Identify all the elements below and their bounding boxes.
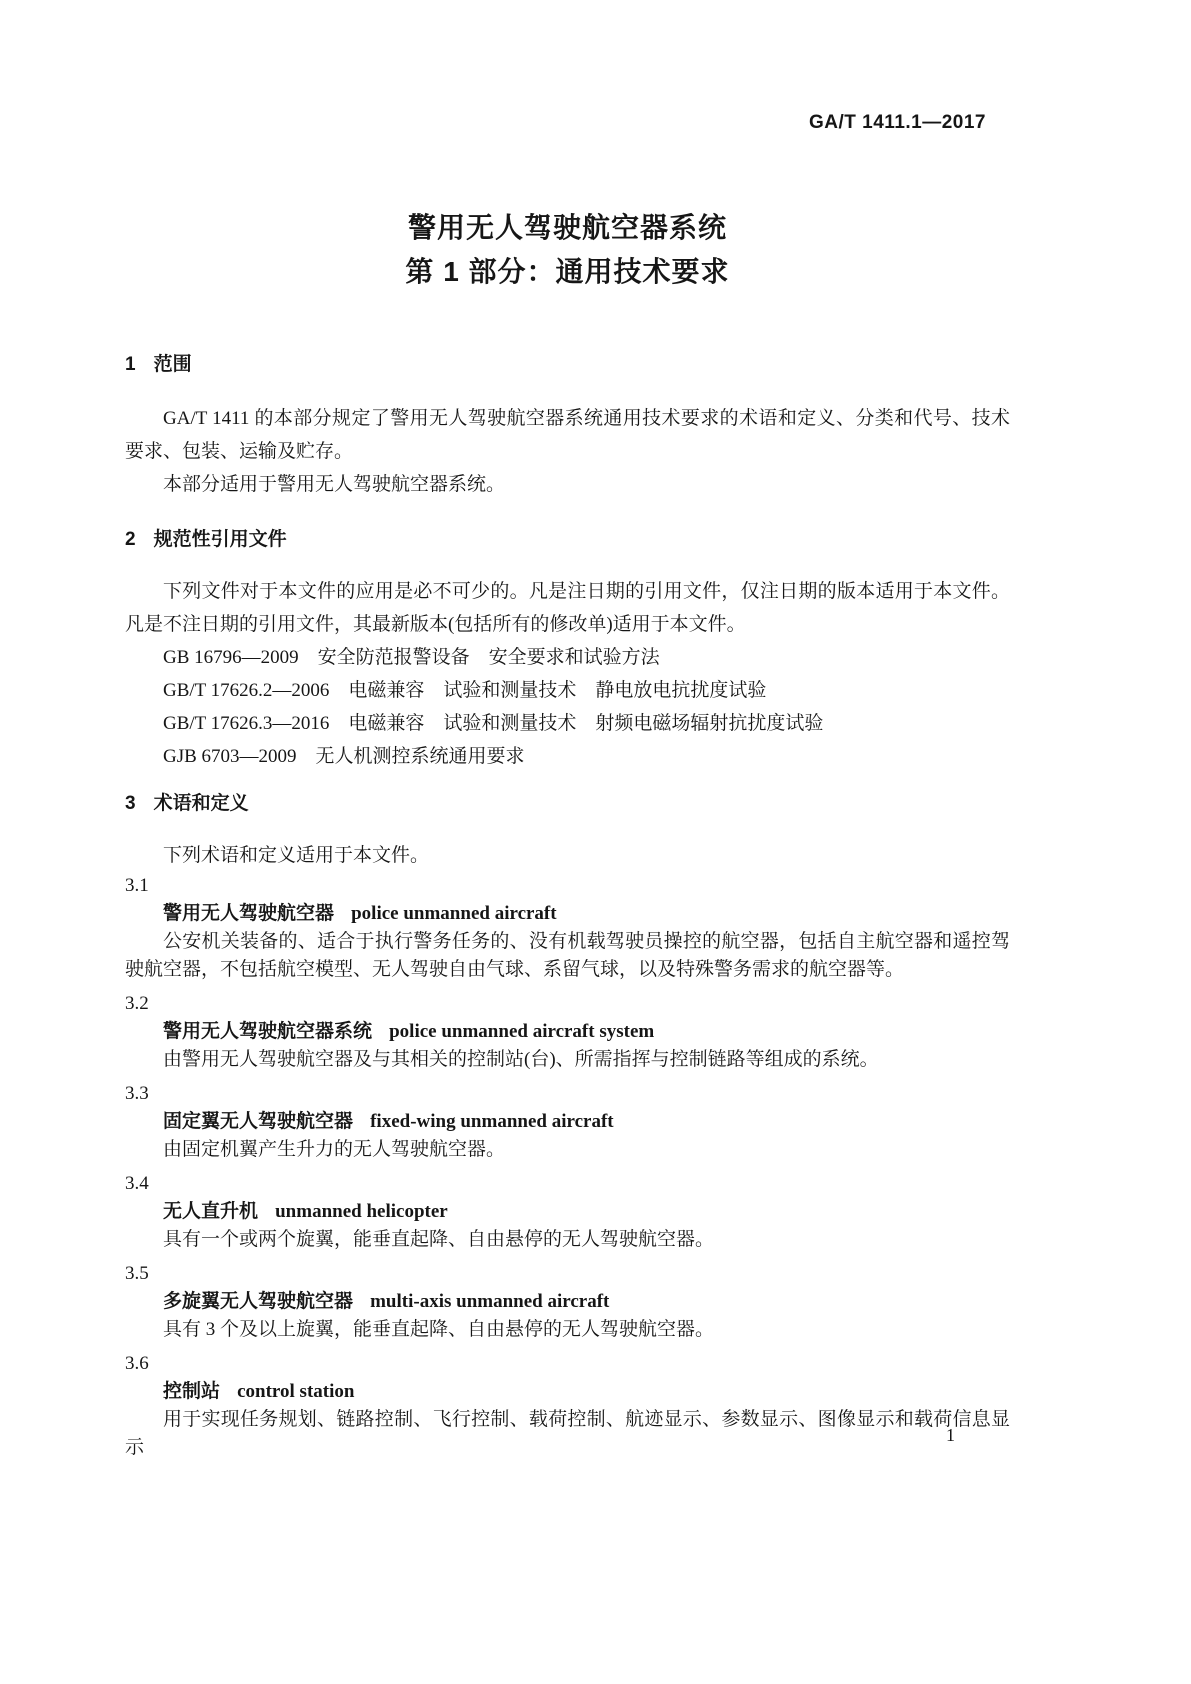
references-intro: 下列文件对于本文件的应用是必不可少的。凡是注日期的引用文件，仅注日期的版本适用于本文件。凡是不注日期的引用文件，其最新版本(包括所有的修改单)适用于本文件。 [125,581,1010,635]
term-item-3-6 [125,1350,1010,1462]
reference-item-3: GB/T 17626.3—2016 电磁兼容 试验和测量技术 射频电磁场辐射抗扰度试验 [163,713,824,734]
term-item-3-2 [125,990,1010,1074]
term-en: fixed-wing unmanned aircraft [370,1111,614,1132]
term-item-3-4 [125,1170,1010,1254]
term-en: control station [237,1381,355,1402]
doc-title-line2: 第 1 部分：通用技术要求 [405,256,730,287]
doc-title-line1: 警用无人驾驶航空器系统 [407,212,727,243]
term-item-3-1 [125,872,1010,984]
section-2-number: 2 [125,529,136,550]
term-zh: 多旋翼无人驾驶航空器 [163,1291,354,1312]
term-en: police unmanned aircraft system [389,1021,655,1042]
term-number: 3.3 [125,1083,149,1104]
terms-list [125,872,1010,1462]
reference-item-1: GB 16796—2009 安全防范报警设备 安全要求和试验方法 [163,647,660,668]
term-zh: 警用无人驾驶航空器系统 [163,1021,373,1042]
term-en: multi-axis unmanned aircraft [370,1291,610,1312]
section-1-heading [125,352,1010,378]
terms-intro: 下列术语和定义适用于本文件。 [163,845,430,866]
term-definition: 具有一个或两个旋翼，能垂直起降、自由悬停的无人驾驶航空器。 [163,1229,715,1250]
term-definition: 由警用无人驾驶航空器及与其相关的控制站(台)、所需指挥与控制链路等组成的系统。 [163,1049,879,1070]
section-2-title: 规范性引用文件 [153,529,287,550]
reference-item-2: GB/T 17626.2—2006 电磁兼容 试验和测量技术 静电放电抗扰度试验 [163,680,767,701]
term-zh: 警用无人驾驶航空器 [163,903,335,924]
reference-list [125,641,1010,773]
term-heading [125,1018,1010,1046]
section-2-heading [125,527,1010,553]
term-item-3-3 [125,1080,1010,1164]
term-number: 3.2 [125,993,149,1014]
term-number: 3.4 [125,1173,149,1194]
term-heading [125,1198,1010,1226]
term-definition: 具有 3 个及以上旋翼，能垂直起降、自由悬停的无人驾驶航空器。 [163,1319,715,1340]
section-3-number: 3 [125,793,136,814]
term-zh: 无人直升机 [163,1201,259,1222]
page-content [125,0,1010,1462]
doc-title [125,206,1010,294]
term-zh: 控制站 [163,1381,221,1402]
section-3-heading [125,791,1010,817]
term-en: police unmanned aircraft [351,903,557,924]
reference-item-4: GJB 6703—2009 无人机测控系统通用要求 [163,746,525,767]
term-zh: 固定翼无人驾驶航空器 [163,1111,354,1132]
page-number: 1 [946,1425,955,1445]
term-definition: 公安机关装备的、适合于执行警务任务的、没有机载驾驶员操控的航空器，包括自主航空器和遥控驾驶航空器，不包括航空模型、无人驾驶自由气球、系留气球，以及特殊警务需求的航空器等。 [125,931,1010,980]
term-number: 3.6 [125,1353,149,1374]
section-1-number: 1 [125,354,136,375]
term-definition: 用于实现任务规划、链路控制、飞行控制、载荷控制、航迹显示、参数显示、图像显示和载荷信息显示 [125,1409,1010,1458]
term-heading [125,1288,1010,1316]
doc-number: GA/T 1411.1—2017 [809,112,986,133]
term-heading [125,900,1010,928]
term-item-3-5 [125,1260,1010,1344]
scope-paragraph-1: GA/T 1411 的本部分规定了警用无人驾驶航空器系统通用技术要求的术语和定义、分类和代号、技术要求、包装、运输及贮存。 [125,408,1010,462]
term-heading [125,1108,1010,1136]
scope-paragraph-2: 本部分适用于警用无人驾驶航空器系统。 [163,474,506,495]
term-number: 3.1 [125,875,149,896]
term-number: 3.5 [125,1263,149,1284]
term-heading [125,1378,1010,1406]
term-en: unmanned helicopter [275,1201,448,1222]
section-3-title: 术语和定义 [153,793,249,814]
term-definition: 由固定机翼产生升力的无人驾驶航空器。 [163,1139,506,1160]
section-1-title: 范围 [153,354,192,375]
